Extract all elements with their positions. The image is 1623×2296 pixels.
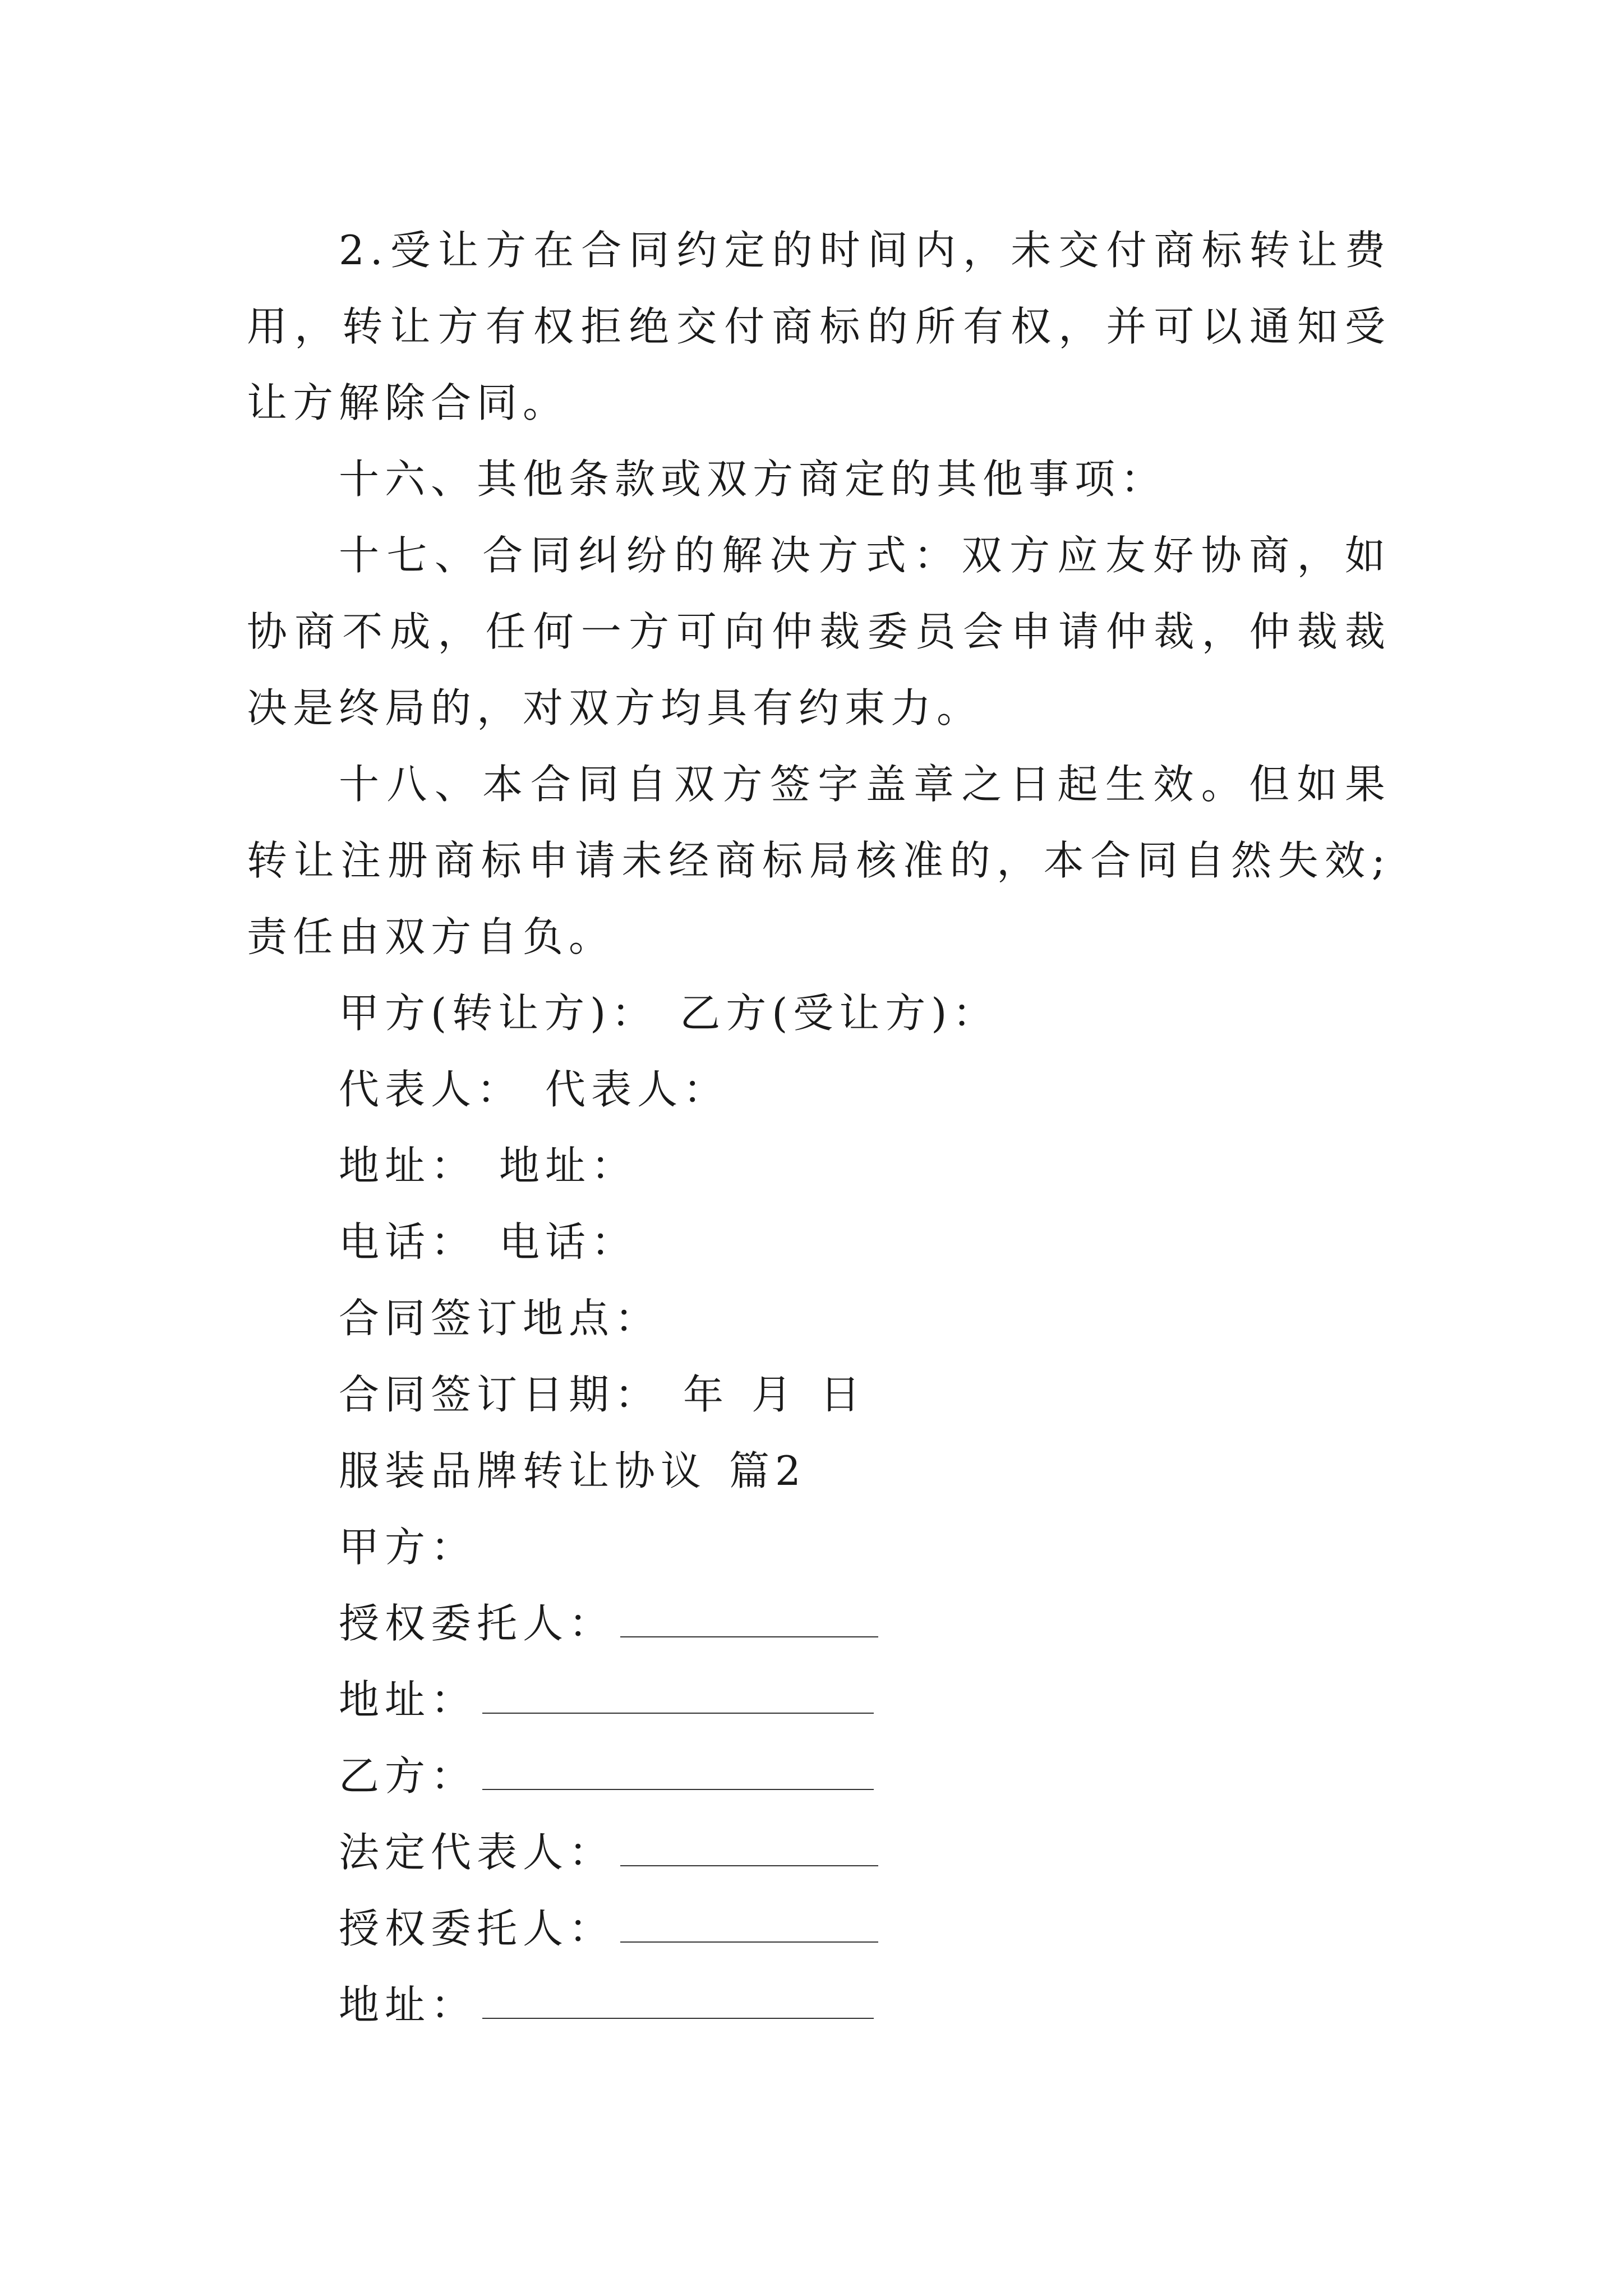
authorized-agent-a-blank — [620, 1603, 878, 1637]
party-a-field-label: 甲方： — [339, 1524, 477, 1571]
section-2-title: 服装品牌转让协议 — [339, 1447, 707, 1494]
signature-address-row — [247, 1128, 1391, 1204]
address-b-row — [247, 1967, 1391, 2043]
authorized-agent-a-row — [247, 1585, 1391, 1662]
authorized-agent-b-row — [247, 1890, 1391, 1967]
legal-rep-label: 法定代表人： — [339, 1829, 615, 1876]
addr-a-label: 地址： — [339, 1142, 477, 1189]
address-b-blank — [482, 1984, 874, 2019]
phone-b-label: 电话： — [499, 1218, 638, 1266]
signing-date-label: 合同签订日期： — [339, 1371, 661, 1418]
party-b-field-label: 乙方： — [339, 1752, 477, 1800]
date-month: 月 — [751, 1371, 798, 1418]
legal-rep-blank — [620, 1832, 878, 1866]
section-2-heading — [247, 1433, 1391, 1509]
legal-rep-row — [247, 1814, 1391, 1890]
date-day: 日 — [820, 1371, 866, 1418]
paragraph-clause-18: 十八、本合同自双方签字盖章之日起生效。但如果转让注册商标申请未经商标局核准的，本合同自然失效;责任由双方自负。 — [247, 761, 1391, 960]
party-b-blank — [482, 1755, 874, 1790]
section-2-part: 篇2 — [729, 1447, 806, 1494]
authorized-agent-b-blank — [620, 1908, 878, 1943]
paragraph-clause-2: 2.受让方在合同约定的时间内，未交付商标转让费用，转让方有权拒绝交付商标的所有权，并可以通知受让方解除合同。 — [247, 227, 1391, 426]
document-body — [247, 212, 1391, 2043]
signature-phone-row — [247, 1204, 1391, 1280]
signing-place-row — [247, 1280, 1391, 1356]
party-a-label: 甲方(转让方)： — [339, 990, 658, 1037]
addr-b-label: 地址： — [499, 1142, 638, 1189]
paragraph-clause-17: 十七、合同纠纷的解决方式：双方应友好协商，如协商不成，任何一方可向仲裁委员会申请仲裁，仲裁裁决是终局的，对双方均具有约束力。 — [247, 532, 1391, 731]
rep-a-label: 代表人： — [339, 1066, 523, 1113]
address-a-blank — [482, 1679, 874, 1714]
signature-party-row — [247, 975, 1391, 1051]
party-b-row — [247, 1738, 1391, 1814]
party-b-label: 乙方(受让方)： — [680, 990, 999, 1037]
phone-a-label: 电话： — [339, 1218, 477, 1266]
address-a-label: 地址： — [339, 1676, 477, 1723]
authorized-agent-a-label: 授权委托人： — [339, 1600, 615, 1647]
party-a-row — [247, 1509, 1391, 1585]
signature-representative-row — [247, 1051, 1391, 1128]
signing-date-row — [247, 1356, 1391, 1433]
paragraph-clause-16: 十六、其他条款或双方商定的其他事项： — [339, 455, 1167, 503]
rep-b-label: 代表人： — [545, 1066, 730, 1113]
date-year: 年 — [683, 1371, 730, 1418]
address-b-label: 地址： — [339, 1981, 477, 2028]
signing-place-label: 合同签订地点： — [339, 1295, 661, 1342]
authorized-agent-b-label: 授权委托人： — [339, 1905, 615, 1952]
address-a-row — [247, 1662, 1391, 1738]
